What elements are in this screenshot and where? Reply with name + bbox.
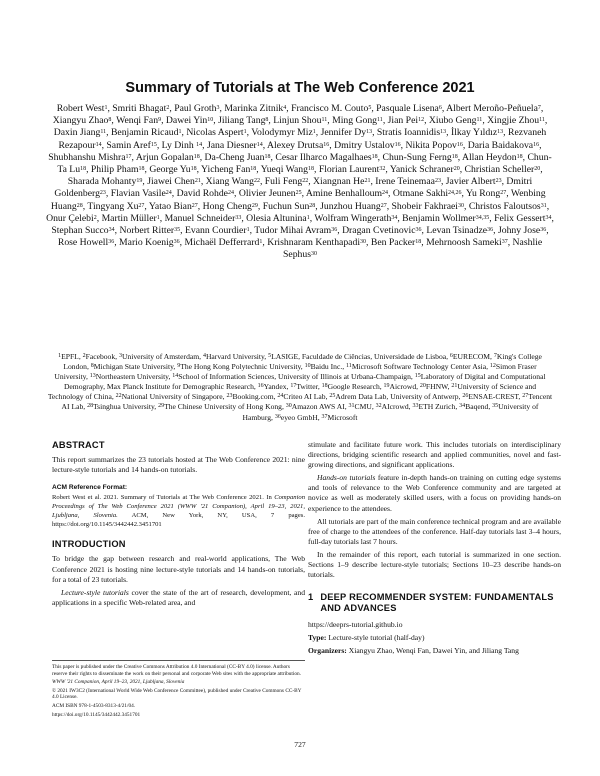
- intro-paragraph-2: Lecture-style tutorials cover the state of the art of research, development, and applications in a specific Web-related area, and: [52, 587, 305, 607]
- footnote-venue: WWW '21 Companion, April 19–23, 2021, Ljubljana, Slovenia: [52, 679, 185, 686]
- intro-paragraph-1: To bridge the gap between research and real-world applications, The Web Conference 2021 is hosting nine lecture-style tutorials and 14 hands-on tutorials, for a total of 23 tutorials.: [52, 554, 305, 584]
- abstract-text: This report summarizes the 23 tutorials hosted at The Web Conference 2021: nine lecture-style tutorials and 14 hands-on tutorials.: [52, 455, 305, 475]
- affiliation-list: $^1$EPFL, $^2$Facebook, $^3$University of Amsterdam, $^4$Harvard University, $^5$LASIGE, Faculdade de Ciências, Universidade de Lisboa, $^6$EURECOM, $^7$King's College London, $^8$Michigan State University, $^9$The Hong Kong Polytechnic University, $^{10}$Baidu Inc., $^{11}$Microsoft Software Technology Center Asia, $^{12}$Simon Fraser University, $^{13}$Northeastern University, $^{14}$School of Information Sciences, University of Illinois at Urbana-Champaign, $^{15}$Laboratory of Digital and Computational Demography, Max Planck Institute for Demographic Research, $^{16}$Yandex, $^{17}$Twitter, $^{18}$Google Research, $^{19}$Aicrowd, $^{20}$FHNW, $^{21}$University of Science and Technology of China, $^{22}$National University of Singapore, $^{23}$Booking.com, $^{24}$Criteo AI Lab, $^{25}$Adrem Data Lab, University of Antwerp, $^{26}$ENSAE-CREST, $^{27}$Tencent AI Lab, $^{28}$Tsinghua University, $^{29}$The Chinese University of Hong Kong, $^{30}$Amazon AWS AI, $^{31}$CMU, $^{32}$AIcrowd, $^{33}$ETH Zurich, $^{34}$Baqend, $^{35}$University of Hamburg, $^{36}$eyeo GmbH, $^{37}$Microsoft: [47, 352, 553, 422]
- type-label: Type:: [308, 633, 327, 643]
- paper-title: Summary of Tutorials at The Web Conference 2021: [125, 80, 475, 96]
- footnote-isbn: ACM ISBN 978-1-4503-8313-4/21/04.: [52, 702, 136, 709]
- section-1-url[interactable]: https://deeprs-tutorial.github.io: [308, 620, 403, 630]
- footnote-copyright: © 2021 IW3C2 (International World Wide Web Conference Committee), published under Creative Commons CC-BY 4.0 License.: [52, 687, 302, 701]
- author-list: Robert West$^1$, Smriti Bhagat$^2$, Paul Groth$^3$, Marinka Zitnik$^4$, Francisco M. Couto$^5$, Pasquale Lisena$^6$, Albert Meroño-Peñuela$^7$, Xiangyu Zhao$^8$, Wenqi Fan$^9$, Dawei Yin$^{10}$, Jiliang Tang$^8$, Linjun Shou$^{11}$, Ming Gong$^{11}$, Jian Pei$^{12}$, Xiubo Geng$^{11}$, Xingjie Zhou$^{11}$, Daxin Jiang$^{11}$, Benjamin Ricaud$^1$, Nicolas Aspert$^1$, Volodymyr Miz$^1$, Jennifer Dy$^{13}$, Stratis Ioannidis$^{13}$, İlkay Yıldız$^{13}$, Rezvaneh Rezapour$^{14}$, Samin Aref$^{15}$, Ly Dinh $^{14}$, Jana Diesner$^{14}$, Alexey Drutsa$^{16}$, Dmitry Ustalov$^{16}$, Nikita Popov$^{16}$, Daria Baidakova$^{16}$, Shubhanshu Mishra$^{17}$, Arjun Gopalan$^{18}$, Da-Cheng Juan$^{18}$, Cesar Ilharco Magalhaes$^{18}$, Chun-Sung Ferng$^{18}$, Allan Heydon$^{18}$, Chun-Ta Lu$^{18}$, Philip Pham$^{18}$, George Yu$^{18}$, Yicheng Fan$^{18}$, Yueqi Wang$^{18}$, Florian Laurent$^{32}$, Yanick Schraner$^{20}$, Christian Scheller$^{20}$, Sharada Mohanty$^{19}$, Jiawei Chen$^{21}$, Xiang Wang$^{22}$, Fuli Feng$^{22}$, Xiangnan He$^{21}$, Irene Teinemaa$^{23}$, Javier Albert$^{23}$, Dmitri Goldenberg$^{23}$, Flavian Vasile$^{24}$, David Rohde$^{24}$, Olivier Jeunen$^{25}$, Amine Benhalloum$^{24}$, Otmane Sakhi$^{24,26}$, Yu Rong$^{27}$, Wenbing Huang$^{28}$, Tingyang Xu$^{27}$, Yatao Bian$^{27}$, Hong Cheng$^{29}$, Fuchun Sun$^{28}$, Junzhou Huang$^{27}$, Shobeir Fakhraei$^{30}$, Christos Faloutsos$^{31}$, Onur Çelebi$^2$, Martin Müller$^1$, Manuel Schneider$^{33}$, Olesia Altunina$^1$, Wolfram Wingerath$^{34}$, Benjamin Wollmer$^{34,35}$, Felix Gessert$^{34}$, Stephan Succo$^{34}$, Norbert Ritter$^{35}$, Evann Courdier$^1$, Tudor Mihai Avram$^{36}$, Dragan Cvetinovic$^{36}$, Levan Tsinadze$^{36}$, Johny Jose$^{36}$, Rose Howell$^{36}$, Mario Koenig$^{36}$, Michaël Defferrard$^1$, Krishnaram Kenthapadi$^{30}$, Ben Packer$^{18}$, Mehrnoosh Sameki$^{37}$, Nashlie Sephus$^{30}$: [46, 103, 554, 261]
- abstract-heading: ABSTRACT: [52, 440, 105, 450]
- section-1-heading: [308, 592, 561, 614]
- right-column: [308, 440, 561, 660]
- acm-reference-text: Robert West et al. 2021. Summary of Tutorials at The Web Conference 2021. In Companion Proceedings of The Web Conference 2021 (WWW '21 Companion), April 19–23, 2021, Ljubljana, Slovenia. ACM, New York, NY, USA, 7 pages. https://doi.org/10.1145/3442442.3451701: [52, 494, 305, 528]
- intro-paragraph-3: stimulate and facilitate future work. This includes tutorials on interdisciplinary directions, bridging scientific research and applied communities, novel and fast-growing directions, and significant applications.: [308, 440, 561, 470]
- type-value: Lecture-style tutorial (half-day): [328, 633, 425, 643]
- page-number: 727: [294, 740, 306, 749]
- section-1-number: 1: [308, 592, 314, 603]
- footnote-license: This paper is published under the Creative Commons Attribution 4.0 International (CC-BY 4.0) license. Authors reserve their rights to disseminate the work on their personal and corporate Web sites with the appropriate attribution.: [52, 664, 301, 677]
- acm-reference-heading: ACM Reference Format:: [52, 484, 128, 492]
- section-1: [308, 592, 561, 656]
- left-column: [52, 440, 305, 611]
- section-1-organizers: [308, 646, 561, 656]
- footnote-doi[interactable]: https://doi.org/10.1145/3442442.3451701: [52, 711, 141, 718]
- section-1-title: DEEP RECOMMENDER SYSTEM: FUNDAMENTALS AND ADVANCES: [320, 592, 554, 614]
- intro-paragraph-4: Hands-on tutorials feature in-depth hands-on training on cutting edge systems and tools of relevance to the Web Conference community and are targeted at novice as well as moderately skilled users, with a focus on providing hands-on experience to the attendees.: [308, 473, 561, 513]
- intro-paragraph-5: All tutorials are part of the main conference technical program and are available free of charge to the attendees of the conference. Half-day tutorials last 3–4 hours, full-day tutorials last 7 hours.: [308, 516, 561, 546]
- intro-paragraph-6: In the remainder of this report, each tutorial is summarized in one section. Sections 1–9 describe lecture-style tutorials; Sections 10–23 describe hands-on tutorials.: [308, 549, 561, 580]
- organizers-label: Organizers:: [308, 646, 347, 656]
- section-1-type: [308, 633, 561, 643]
- introduction-heading: INTRODUCTION: [52, 539, 126, 550]
- organizers-value: Xiangyu Zhao, Wenqi Fan, Dawei Yin, and Jiliang Tang: [348, 646, 519, 656]
- copyright-footnote: [52, 660, 305, 720]
